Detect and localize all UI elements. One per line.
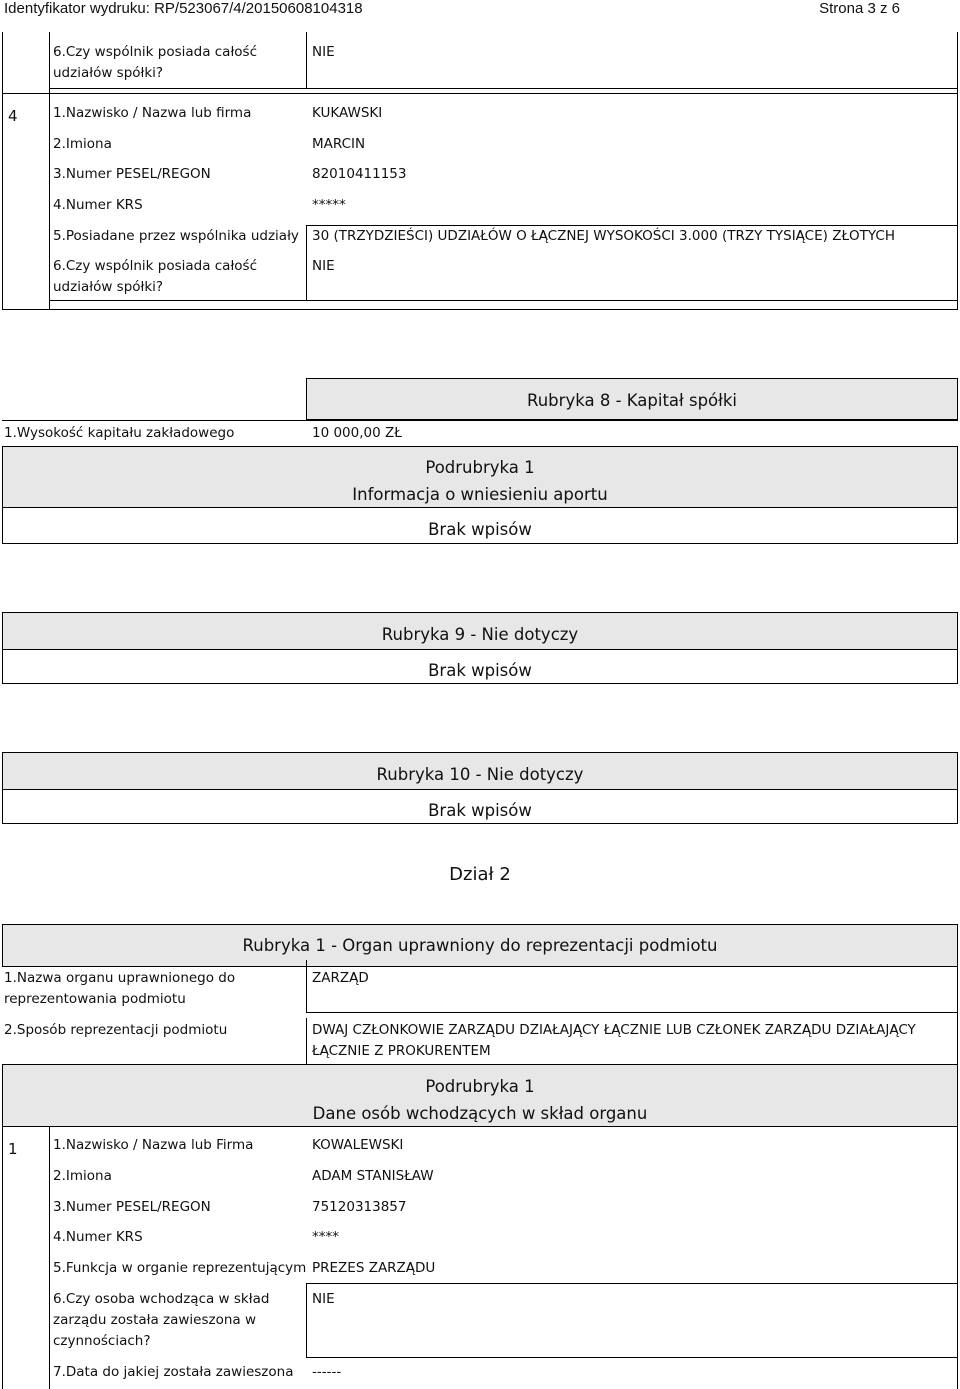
person-surname-value: KOWALEWSKI — [312, 1137, 404, 1153]
person-names-label: 2.Imiona — [53, 1168, 112, 1184]
person-krs-value: **** — [312, 1229, 339, 1245]
person-pesel-label: 3.Numer PESEL/REGON — [53, 1199, 211, 1215]
partner-surname-label: 1.Nazwisko / Nazwa lub firma — [53, 105, 252, 121]
person-names-value: ADAM STANISŁAW — [312, 1168, 434, 1184]
representation-value-2: ŁĄCZNIE Z PROKURENTEM — [312, 1043, 491, 1059]
partner-pesel-value: 82010411153 — [312, 166, 407, 182]
dzial2-sub1-subtitle: Dane osób wchodzących w skład organu — [312, 1104, 648, 1123]
representation-label: 2.Sposób reprezentacji podmiotu — [4, 1022, 228, 1038]
prev-partner-whole-shares-label-1: 6.Czy wspólnik posiada całość — [53, 44, 258, 60]
person-function-value: PREZES ZARZĄDU — [312, 1260, 436, 1276]
rubryka10-title: Rubryka 10 - Nie dotyczy — [376, 765, 584, 784]
page-number: Strona 3 z 6 — [819, 0, 900, 17]
organ-name-label-1: 1.Nazwa organu uprawnionego do — [4, 970, 236, 986]
person-index: 1 — [8, 1140, 18, 1158]
partner-shares-value: 30 (TRZYDZIEŚCI) UDZIAŁÓW O ŁĄCZNEJ WYSOKOŚCI 3.000 (TRZY TYSIĄCE) ZŁOTYCH — [312, 228, 895, 244]
print-identifier: Identyfikator wydruku: RP/523067/4/20150608104318 — [4, 0, 363, 17]
capital-value: 10 000,00 ZŁ — [312, 425, 402, 441]
prev-partner-whole-shares-value: NIE — [312, 44, 335, 60]
partner-krs-value: ***** — [312, 197, 346, 213]
person-surname-label: 1.Nazwisko / Nazwa lub Firma — [53, 1137, 254, 1153]
rubryka8-sub1-title: Podrubryka 1 — [425, 458, 535, 477]
organ-name-value: ZARZĄD — [312, 970, 369, 986]
person-suspended-label-2: zarządu została zawieszona w — [53, 1312, 257, 1328]
partner-shares-label: 5.Posiadane przez wspólnika udziały — [53, 228, 299, 244]
person-suspension-date-value: ------ — [312, 1364, 342, 1380]
partner-names-label: 2.Imiona — [53, 136, 112, 152]
rubryka10-empty: Brak wpisów — [428, 801, 532, 820]
person-krs-label: 4.Numer KRS — [53, 1229, 143, 1245]
partner-krs-label: 4.Numer KRS — [53, 197, 143, 213]
prev-partner-whole-shares-label-2: udziałów spółki? — [53, 65, 164, 81]
person-pesel-value: 75120313857 — [312, 1199, 407, 1215]
partner-pesel-label: 3.Numer PESEL/REGON — [53, 166, 211, 182]
dzial2-sub1-title: Podrubryka 1 — [425, 1077, 535, 1096]
rubryka9-title: Rubryka 9 - Nie dotyczy — [381, 625, 579, 644]
partner-whole-shares-value: NIE — [312, 258, 335, 274]
representation-value-1: DWAJ CZŁONKOWIE ZARZĄDU DZIAŁAJĄCY ŁĄCZNIE LUB CZŁONEK ZARZĄDU DZIAŁAJĄCY — [312, 1022, 916, 1038]
partner-surname-value: KUKAWSKI — [312, 105, 383, 121]
person-suspended-label-3: czynnościach? — [53, 1333, 151, 1349]
rubryka8-sub1-empty: Brak wpisów — [428, 520, 532, 539]
rubryka9-empty: Brak wpisów — [428, 661, 532, 680]
capital-label: 1.Wysokość kapitału zakładowego — [4, 425, 235, 441]
organ-name-label-2: reprezentowania podmiotu — [4, 991, 186, 1007]
partner-whole-shares-label-2: udziałów spółki? — [53, 279, 164, 295]
rubryka1-title: Rubryka 1 - Organ uprawniony do reprezentacji podmiotu — [242, 936, 718, 955]
partner-names-value: MARCIN — [312, 136, 366, 152]
person-function-label: 5.Funkcja w organie reprezentującym — [53, 1260, 307, 1276]
rubryka8-sub1-subtitle: Informacja o wniesieniu aportu — [352, 485, 608, 504]
rubryka8-title: Rubryka 8 - Kapitał spółki — [527, 391, 737, 410]
section-title: Dział 2 — [449, 864, 511, 885]
person-suspended-label-1: 6.Czy osoba wchodząca w skład — [53, 1291, 270, 1307]
partner-whole-shares-label-1: 6.Czy wspólnik posiada całość — [53, 258, 258, 274]
person-suspended-value: NIE — [312, 1291, 335, 1307]
partner-index: 4 — [8, 107, 18, 125]
person-suspension-date-label: 7.Data do jakiej została zawieszona — [53, 1364, 294, 1380]
